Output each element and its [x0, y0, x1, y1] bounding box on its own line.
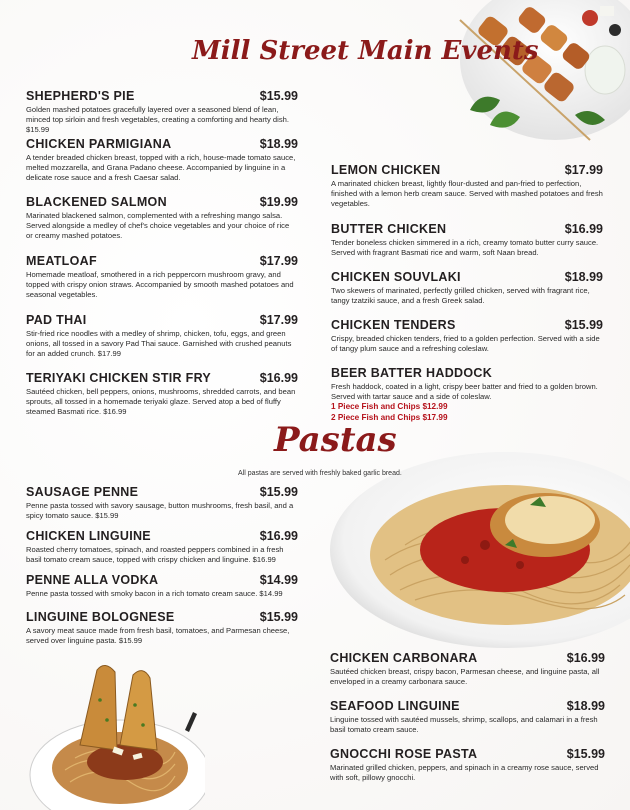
menu-item [330, 651, 605, 687]
item-description: Sautéed chicken, bell peppers, onions, mushrooms, shredded carrots, and bean sprouts, all tossed in a homemade teriyaki glaze. Served atop a bed of fluffy steamed Basmati rice. $16.99 [26, 387, 296, 416]
menu-item [26, 371, 298, 417]
item-description: Penne pasta tossed with savory sausage, button mushrooms, fresh basil, and a spicy tomato sauce. $15.99 [26, 501, 294, 520]
item-name: CHICKEN CARBONARA [330, 651, 478, 665]
menu-item [331, 163, 603, 209]
item-name: LEMON CHICKEN [331, 163, 441, 177]
item-description: Fresh haddock, coated in a light, crispy beer batter and fried to a golden brown. Served with tartar sauce and a side of coleslaw. [331, 382, 598, 401]
menu-item [331, 366, 603, 423]
item-option: 1 Piece Fish and Chips $12.99 [331, 402, 448, 411]
item-name: CHICKEN LINGUINE [26, 529, 151, 543]
item-price: $18.99 [566, 699, 605, 713]
item-price: $15.99 [259, 485, 298, 499]
item-price: $17.99 [259, 313, 298, 327]
item-price: $16.99 [259, 529, 298, 543]
pastas-subtitle: All pastas are served with freshly baked garlic bread. [238, 470, 402, 477]
item-description: Marinated blackened salmon, complemented with a refreshing mango salsa. Served alongside a medley of chef's choice vegetables and your choice of rice or creamy mashed potatoes. [26, 211, 290, 240]
item-price: $14.99 [259, 573, 298, 587]
item-description: Tender boneless chicken simmered in a rich, creamy tomato butter curry sauce. Served with fragrant Basmati rice and warm, soft Naan bread. [331, 238, 599, 257]
item-price: $15.99 [564, 318, 603, 332]
item-description: Two skewers of marinated, perfectly grilled chicken, served with fragrant rice, tangy tzatziki sauce, and a fresh Greek salad. [331, 286, 590, 305]
item-option: 2 Piece Fish and Chips $17.99 [331, 412, 448, 422]
item-price: $15.99 [259, 89, 298, 103]
item-name: SHEPHERD'S PIE [26, 89, 135, 103]
item-description: A marinated chicken breast, lightly flour-dusted and pan-fried to perfection, finished with a lemon herb cream sauce. Served with mashed potatoes and fresh vegetables. [331, 179, 603, 208]
menu-item [26, 254, 298, 300]
item-description: Crispy, breaded chicken tenders, fried to a golden perfection. Served with a side of tangy plum sauce and a refreshing coleslaw. [331, 334, 600, 353]
item-price: $19.99 [259, 195, 298, 209]
item-name: GNOCCHI ROSE PASTA [330, 747, 478, 761]
menu-item [26, 137, 298, 183]
item-name: MEATLOAF [26, 254, 97, 268]
menu-item [330, 747, 605, 783]
menu-item [26, 313, 298, 359]
item-price: $15.99 [259, 610, 298, 624]
item-price: $17.99 [259, 254, 298, 268]
item-name: BUTTER CHICKEN [331, 222, 447, 236]
item-name: CHICKEN SOUVLAKI [331, 270, 461, 284]
item-description: A tender breaded chicken breast, topped with a rich, house-made tomato sauce, melted mozzarella, and Grana Padano cheese. Accompanied by linguine in a delicate rose sauce and a fresh Caesar salad. [26, 153, 296, 182]
item-description: Stir-fried rice noodles with a medley of shrimp, chicken, tofu, eggs, and green onions, all tossed in a savory Pad Thai sauce. Garnished with crushed peanuts for an added crunch. $17.99 [26, 329, 292, 358]
linguine-bolognese-photo [25, 650, 205, 810]
item-name: CHICKEN TENDERS [331, 318, 456, 332]
item-name: PENNE ALLA VODKA [26, 573, 159, 587]
item-description: Golden mashed potatoes gracefully layered over a seasoned blend of lean, minced top sirloin and fresh vegetables, creating a comforting and hearty dish. $15.99 [26, 105, 289, 134]
item-name: TERIYAKI CHICKEN STIR FRY [26, 371, 212, 385]
menu-item [330, 699, 605, 735]
menu-item [26, 485, 298, 521]
item-price: $18.99 [259, 137, 298, 151]
pastas-title: Pastas [274, 420, 397, 460]
item-price: $15.99 [566, 747, 605, 761]
item-name: PAD THAI [26, 313, 87, 327]
menu-item [26, 610, 298, 646]
menu-item [331, 222, 603, 258]
item-name: LINGUINE BOLOGNESE [26, 610, 175, 624]
item-price: $16.99 [259, 371, 298, 385]
item-description: Penne pasta tossed with smoky bacon in a rich tomato cream sauce. $14.99 [26, 589, 283, 598]
menu-item [26, 89, 298, 135]
item-description: A savory meat sauce made from fresh basil, tomatoes, and Parmesan cheese, served over linguine pasta. $15.99 [26, 626, 290, 645]
item-name: SAUSAGE PENNE [26, 485, 139, 499]
item-description: Marinated grilled chicken, peppers, and spinach in a creamy rose sauce, served with soft, pillowy gnocchi. [330, 763, 599, 782]
menu-item [26, 529, 298, 565]
main-events-title: Mill Street Main Events [192, 36, 539, 66]
item-description: Homemade meatloaf, smothered in a rich peppercorn mushroom gravy, and topped with crispy onion straws. Accompanied by smooth mashed potatoes and seasonal vegetables. [26, 270, 294, 299]
item-name: BEER BATTER HADDOCK [331, 366, 493, 380]
item-name: CHICKEN PARMIGIANA [26, 137, 172, 151]
item-description: Sautéed chicken breast, crispy bacon, Parmesan cheese, and linguine pasta, all enveloped in a creamy carbonara sauce. [330, 667, 600, 686]
item-name: SEAFOOD LINGUINE [330, 699, 460, 713]
menu-item [331, 318, 603, 354]
chicken-parmigiana-photo [305, 450, 630, 650]
item-price: $16.99 [566, 651, 605, 665]
menu-item [26, 573, 298, 599]
menu-item [331, 270, 603, 306]
item-description: Linguine tossed with sautéed mussels, shrimp, scallops, and calamari in a fresh basil tomato cream sauce. [330, 715, 598, 734]
souvlaki-photo [440, 0, 630, 160]
item-price: $16.99 [564, 222, 603, 236]
item-price: $18.99 [564, 270, 603, 284]
item-name: BLACKENED SALMON [26, 195, 167, 209]
item-description: Roasted cherry tomatoes, spinach, and roasted peppers combined in a fresh basil tomato cream sauce, topped with crispy chicken and linguine. $16.99 [26, 545, 284, 564]
item-price: $17.99 [564, 163, 603, 177]
menu-item [26, 195, 298, 241]
